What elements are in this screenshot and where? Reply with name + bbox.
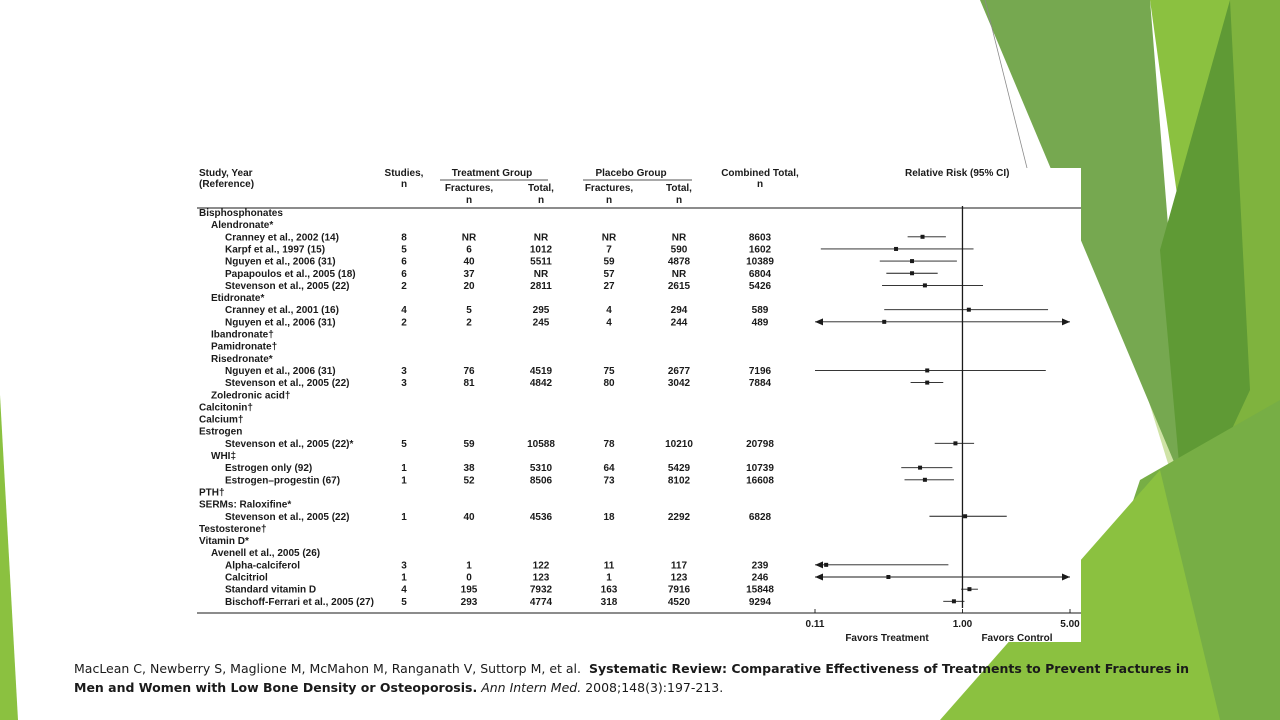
cell-studies: 2 bbox=[401, 317, 407, 329]
cell-pf: NR bbox=[601, 232, 617, 244]
header-placebo-group: Placebo Group bbox=[595, 168, 667, 179]
point-estimate bbox=[921, 235, 925, 239]
point-estimate bbox=[923, 478, 927, 482]
cell-tf: 20 bbox=[463, 280, 475, 292]
axis-tick-label: 1.00 bbox=[952, 619, 973, 630]
point-estimate bbox=[967, 308, 971, 312]
header-placebo-fractures: Fractures, bbox=[584, 183, 634, 194]
cell-studies: 3 bbox=[401, 365, 407, 377]
cell-tf: 40 bbox=[463, 511, 475, 523]
cell-pt: 294 bbox=[670, 305, 688, 317]
row-label: Risedronate* bbox=[211, 353, 273, 365]
cell-tf: 38 bbox=[463, 463, 475, 475]
header-relative-risk: Relative Risk (95% CI) bbox=[905, 168, 1010, 179]
row-label: Karpf et al., 1997 (15) bbox=[225, 244, 326, 256]
cell-pf: 11 bbox=[603, 560, 615, 572]
cell-pf: 73 bbox=[603, 475, 615, 487]
cell-studies: 6 bbox=[401, 256, 407, 268]
cell-tf: 37 bbox=[463, 268, 475, 280]
point-estimate bbox=[953, 441, 957, 445]
point-estimate bbox=[910, 259, 914, 263]
cell-pf: 75 bbox=[603, 365, 615, 377]
cell-combined: 15848 bbox=[746, 584, 774, 596]
point-estimate bbox=[925, 381, 929, 385]
cell-tt: 4842 bbox=[529, 378, 553, 390]
row-label: Estrogen–progestin (67) bbox=[225, 475, 341, 487]
citation-title: Systematic Review: Comparative Effectiveness of Treatments to Prevent Fractures in Men and Women with Low Bone Density or Osteoporosis. bbox=[74, 661, 1190, 695]
row-label: Standard vitamin D bbox=[225, 584, 317, 596]
cell-pf: 18 bbox=[603, 511, 615, 523]
cell-pf: 80 bbox=[603, 378, 615, 390]
cell-tt: 5511 bbox=[530, 256, 552, 268]
cell-tt: 123 bbox=[532, 572, 550, 584]
cell-pt: NR bbox=[671, 268, 687, 280]
row-label: Estrogen only (92) bbox=[225, 463, 313, 475]
forest-plot-figure bbox=[197, 168, 1081, 642]
cell-pt: 3042 bbox=[667, 378, 691, 390]
cell-tf: 76 bbox=[463, 365, 475, 377]
point-estimate bbox=[882, 320, 886, 324]
header-studies-n: n bbox=[400, 179, 408, 190]
cell-pt: 590 bbox=[670, 244, 688, 256]
row-label: Ibandronate† bbox=[211, 329, 274, 341]
cell-pt: 7916 bbox=[667, 584, 691, 596]
row-label: Nguyen et al., 2006 (31) bbox=[225, 365, 336, 377]
cell-pt: 2292 bbox=[667, 511, 691, 523]
row-label: Papapoulos et al., 2005 (18) bbox=[225, 268, 356, 280]
point-estimate bbox=[925, 368, 929, 372]
cell-combined: 489 bbox=[751, 317, 769, 329]
row-label: Stevenson et al., 2005 (22)* bbox=[225, 438, 354, 450]
cell-combined: 6828 bbox=[748, 511, 772, 523]
row-label: Stevenson et al., 2005 (22) bbox=[225, 378, 350, 390]
cell-studies: 2 bbox=[401, 280, 407, 292]
header-placebo-fractures-n: n bbox=[605, 195, 613, 206]
cell-studies: 1 bbox=[401, 475, 407, 487]
ci-arrow-right bbox=[1062, 574, 1070, 581]
point-estimate bbox=[918, 466, 922, 470]
header-reference: (Reference) bbox=[199, 179, 255, 190]
cell-studies: 6 bbox=[401, 268, 407, 280]
point-estimate bbox=[923, 283, 927, 287]
row-label: Vitamin D* bbox=[199, 536, 249, 548]
row-label: Nguyen et al., 2006 (31) bbox=[225, 256, 336, 268]
citation-journal: Ann Intern Med. bbox=[481, 680, 582, 695]
cell-pf: 4 bbox=[606, 305, 612, 317]
row-label: Calcitriol bbox=[225, 572, 268, 584]
cell-pf: 163 bbox=[600, 584, 618, 596]
cell-tt: 4774 bbox=[529, 596, 553, 608]
cell-combined: 7196 bbox=[748, 365, 772, 377]
row-label: Cranney et al., 2001 (16) bbox=[225, 305, 339, 317]
cell-pf: 1 bbox=[606, 572, 612, 584]
cell-tf: 1 bbox=[466, 560, 472, 572]
row-label: Bischoff-Ferrari et al., 2005 (27) bbox=[225, 596, 374, 608]
cell-pf: 57 bbox=[603, 268, 615, 280]
cell-studies: 5 bbox=[401, 244, 407, 256]
cell-tf: 6 bbox=[466, 244, 472, 256]
row-label: Stevenson et al., 2005 (22) bbox=[225, 280, 350, 292]
header-treatment-total-n: n bbox=[537, 195, 545, 206]
cell-tt: 4519 bbox=[529, 365, 553, 377]
decor-triangle-left bbox=[0, 395, 18, 720]
row-label: Stevenson et al., 2005 (22) bbox=[225, 511, 350, 523]
cell-tt: 5310 bbox=[529, 463, 553, 475]
cell-combined: 20798 bbox=[746, 438, 774, 450]
cell-tf: 195 bbox=[460, 584, 478, 596]
cell-combined: 16608 bbox=[746, 475, 774, 487]
cell-pt: 244 bbox=[670, 317, 688, 329]
cell-combined: 10389 bbox=[746, 256, 774, 268]
row-label: Alendronate* bbox=[211, 220, 274, 232]
cell-combined: 246 bbox=[751, 572, 769, 584]
header-combined: Combined Total, bbox=[721, 168, 799, 179]
cell-tt: NR bbox=[533, 268, 549, 280]
row-label: Zoledronic acid† bbox=[211, 390, 291, 402]
cell-tf: 293 bbox=[460, 596, 478, 608]
header-treatment-group: Treatment Group bbox=[451, 168, 533, 179]
row-label: Testosterone† bbox=[199, 523, 267, 535]
header-placebo-total-n: n bbox=[675, 195, 683, 206]
cell-studies: 1 bbox=[401, 572, 407, 584]
cell-tf: 59 bbox=[463, 438, 475, 450]
point-estimate bbox=[824, 563, 828, 567]
header-studies: Studies, bbox=[384, 168, 424, 179]
cell-studies: 4 bbox=[401, 584, 407, 596]
cell-combined: 6804 bbox=[748, 268, 772, 280]
header-study: Study, Year bbox=[199, 168, 253, 179]
cell-pf: 4 bbox=[606, 317, 612, 329]
cell-tf: 5 bbox=[466, 305, 472, 317]
cell-combined: 8603 bbox=[748, 232, 772, 244]
cell-pt: 123 bbox=[670, 572, 688, 584]
cell-pf: 7 bbox=[606, 244, 612, 256]
cell-tt: 4536 bbox=[529, 511, 553, 523]
ci-arrow-left bbox=[815, 318, 823, 325]
axis-tick-label: 5.00 bbox=[1060, 619, 1080, 630]
cell-tt: 8506 bbox=[529, 475, 553, 487]
cell-pf: 27 bbox=[603, 280, 615, 292]
row-label: Bisphosphonates bbox=[199, 208, 283, 219]
cell-tf: 81 bbox=[463, 378, 475, 390]
header-treatment-fractures-n: n bbox=[465, 195, 473, 206]
ci-arrow-left bbox=[815, 574, 823, 581]
row-label: Calcium† bbox=[199, 414, 244, 426]
cell-tt: 122 bbox=[532, 560, 550, 572]
citation-authors: MacLean C, Newberry S, Maglione M, McMahon M, Ranganath V, Suttorp M, et al. bbox=[74, 661, 581, 676]
cell-studies: 4 bbox=[401, 305, 407, 317]
cell-combined: 589 bbox=[751, 305, 769, 317]
forest-plot bbox=[197, 168, 1081, 642]
cell-pt: 4520 bbox=[667, 596, 691, 608]
cell-pt: 2615 bbox=[667, 280, 691, 292]
row-label: PTH† bbox=[199, 487, 225, 499]
cell-combined: 9294 bbox=[748, 596, 772, 608]
cell-pt: 4878 bbox=[667, 256, 691, 268]
row-label: Calcitonin† bbox=[199, 402, 253, 414]
cell-tf: 0 bbox=[466, 572, 472, 584]
cell-pf: 59 bbox=[603, 256, 615, 268]
cell-pt: 8102 bbox=[667, 475, 691, 487]
row-label: Cranney et al., 2002 (14) bbox=[225, 232, 339, 244]
row-label: Nguyen et al., 2006 (31) bbox=[225, 317, 336, 329]
favors-control-label: Favors Control bbox=[981, 633, 1053, 642]
cell-pf: 78 bbox=[603, 438, 615, 450]
cell-tt: 295 bbox=[532, 305, 550, 317]
header-placebo-total: Total, bbox=[666, 183, 692, 194]
row-label: Pamidronate† bbox=[211, 341, 278, 353]
cell-pt: NR bbox=[671, 232, 687, 244]
cell-combined: 7884 bbox=[748, 378, 772, 390]
cell-combined: 5426 bbox=[748, 280, 772, 292]
citation-details: 2008;148(3):197-213. bbox=[585, 680, 724, 695]
cell-pf: 64 bbox=[603, 463, 615, 475]
cell-pt: 2677 bbox=[667, 365, 691, 377]
cell-studies: 8 bbox=[401, 232, 407, 244]
cell-tf: 40 bbox=[463, 256, 475, 268]
header-combined-n: n bbox=[756, 179, 764, 190]
cell-pf: 318 bbox=[600, 596, 618, 608]
cell-studies: 5 bbox=[401, 438, 407, 450]
row-label: WHI‡ bbox=[211, 451, 236, 462]
cell-studies: 3 bbox=[401, 560, 407, 572]
cell-studies: 1 bbox=[401, 463, 407, 475]
row-label: Avenell et al., 2005 (26) bbox=[211, 548, 321, 560]
point-estimate bbox=[967, 587, 971, 591]
cell-pt: 5429 bbox=[667, 463, 691, 475]
cell-tt: 10588 bbox=[527, 438, 555, 450]
cell-pt: 117 bbox=[670, 560, 688, 572]
row-label: SERMs: Raloxifine* bbox=[199, 499, 292, 511]
cell-tt: 2811 bbox=[530, 280, 552, 292]
cell-tt: 7932 bbox=[529, 584, 553, 596]
cell-combined: 239 bbox=[751, 560, 769, 572]
header-treatment-fractures: Fractures, bbox=[444, 183, 494, 194]
cell-studies: 5 bbox=[401, 596, 407, 608]
cell-pt: 10210 bbox=[665, 438, 693, 450]
point-estimate bbox=[894, 247, 898, 251]
cell-tt: 1012 bbox=[529, 244, 553, 256]
cell-tf: 52 bbox=[463, 475, 475, 487]
cell-combined: 1602 bbox=[748, 244, 772, 256]
cell-tt: 245 bbox=[532, 317, 550, 329]
point-estimate bbox=[886, 575, 890, 579]
row-label: Alpha-calciferol bbox=[225, 560, 301, 572]
cell-tf: NR bbox=[461, 232, 477, 244]
point-estimate bbox=[952, 599, 956, 603]
row-label: Estrogen bbox=[199, 426, 243, 438]
row-label: Etidronate* bbox=[211, 293, 265, 305]
cell-tt: NR bbox=[533, 232, 549, 244]
citation bbox=[74, 659, 1214, 697]
axis-tick-label: 0.11 bbox=[805, 619, 825, 630]
point-estimate bbox=[963, 514, 967, 518]
point-estimate bbox=[910, 271, 914, 275]
cell-tf: 2 bbox=[466, 317, 472, 329]
ci-arrow-right bbox=[1062, 318, 1070, 325]
cell-studies: 3 bbox=[401, 378, 407, 390]
cell-combined: 10739 bbox=[746, 463, 774, 475]
cell-studies: 1 bbox=[401, 511, 407, 523]
header-treatment-total: Total, bbox=[528, 183, 554, 194]
favors-treatment-label: Favors Treatment bbox=[845, 633, 929, 642]
ci-arrow-left bbox=[815, 561, 823, 568]
